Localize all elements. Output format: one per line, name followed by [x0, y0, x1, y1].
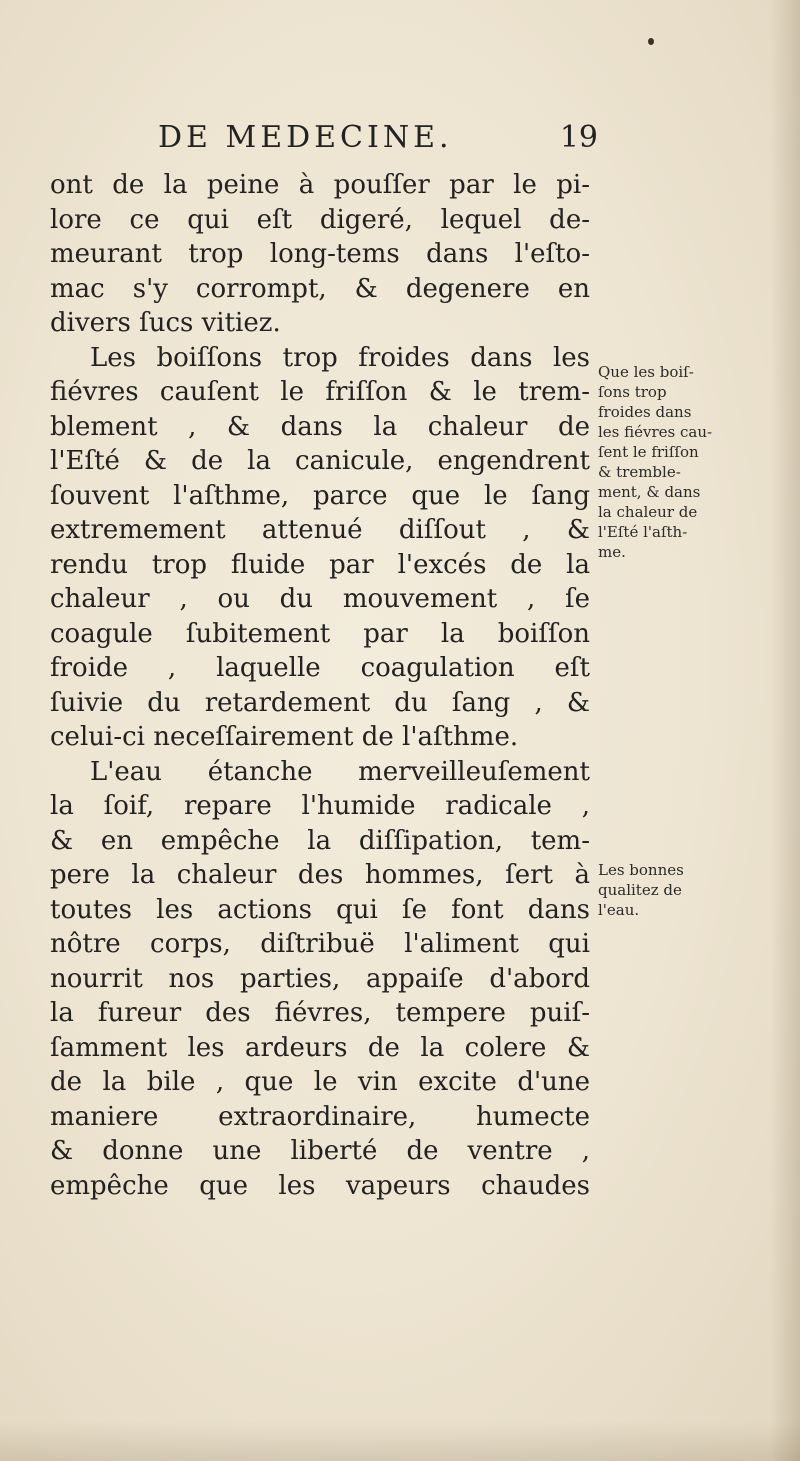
- text-line: de la bile , que le vin excite d'une: [50, 1067, 590, 1097]
- margin-note-line: ſent le friſſon: [598, 443, 699, 461]
- text-line: froide , laquelle coagulation eſt: [50, 653, 590, 683]
- text-line: Les boiſſons trop froides dans les: [90, 342, 590, 373]
- margin-note-line: & tremble-: [598, 463, 681, 481]
- margin-note-line: ſons trop: [598, 383, 667, 401]
- margin-note-line: Les bonnes: [598, 861, 684, 879]
- page-bottom-shadow: [0, 1421, 800, 1461]
- margin-note-line: l'eau.: [598, 901, 640, 919]
- text-line: ſamment les ardeurs de la colere &: [50, 1032, 590, 1063]
- margin-note-line: me.: [598, 543, 626, 561]
- text-line: rendu trop fluide par l'excés de la: [50, 549, 590, 580]
- text-line: ont de la peine à pouſſer par le pi-: [50, 170, 590, 200]
- text-line: fiévres cauſent le friſſon & le trem-: [50, 377, 590, 407]
- text-line: pere la chaleur des hommes, ſert à: [50, 860, 590, 890]
- page-edge-shadow: [770, 0, 800, 1461]
- main-text-block: [50, 168, 590, 1203]
- text-line: & en empêche la diſſipation, tem-: [50, 825, 590, 856]
- text-line: L'eau étanche merveilleuſement: [90, 756, 590, 787]
- text-line: empêche que les vapeurs chaudes: [50, 1170, 590, 1201]
- text-line: coagule ſubitement par la boiſſon: [50, 618, 590, 649]
- text-line: mac s'y corrompt, & degenere en: [50, 273, 590, 304]
- text-line: nôtre corps, diſtribuë l'aliment qui: [50, 929, 590, 959]
- text-line: meurant trop long-tems dans l'eſto-: [50, 239, 590, 269]
- text-line: lore ce qui eſt digeré, lequel de-: [50, 204, 590, 235]
- text-line: celui-ci neceſſairement de l'aſthme.: [50, 722, 519, 752]
- margin-note-line: froides dans: [598, 403, 692, 421]
- text-line: ſouvent l'aſthme, parce que le ſang: [50, 480, 590, 511]
- margin-note-cold-drinks: [598, 362, 758, 562]
- text-line: extremement attenué diſſout , &: [50, 515, 590, 545]
- running-title: DE MEDECINE.: [158, 120, 453, 155]
- margin-note-water-qualities: [598, 860, 758, 920]
- text-line: la fureur des fiévres, tempere puiſ-: [50, 998, 590, 1028]
- text-line: blement , & dans la chaleur de: [50, 411, 590, 442]
- margin-note-line: la chaleur de: [598, 503, 698, 521]
- margin-note-line: l'Eſté l'aſth-: [598, 523, 688, 541]
- margin-note-line: les fiévres cau-: [598, 423, 713, 441]
- margin-note-line: qualitez de: [598, 881, 682, 899]
- text-line: & donne une liberté de ventre ,: [50, 1136, 590, 1166]
- text-line: chaleur , ou du mouvement , ſe: [50, 584, 590, 614]
- text-line: maniere extraordinaire, humecte: [50, 1101, 590, 1132]
- margin-note-line: ment, & dans: [598, 483, 701, 501]
- text-line: toutes les actions qui ſe font dans: [50, 894, 590, 925]
- ink-speck: [648, 38, 654, 45]
- margin-note-line: Que les boiſ-: [598, 363, 694, 381]
- text-line: nourrit nos parties, appaiſe d'abord: [50, 963, 590, 994]
- text-line: l'Eſté & de la canicule, engendrent: [50, 446, 590, 476]
- text-line: la ſoif, repare l'humide radicale ,: [50, 791, 590, 821]
- text-line: ſuivie du retardement du ſang , &: [50, 687, 590, 718]
- page-header: [158, 120, 598, 160]
- text-line: divers ſucs vitiez.: [50, 308, 281, 338]
- page-number: 19: [559, 120, 598, 155]
